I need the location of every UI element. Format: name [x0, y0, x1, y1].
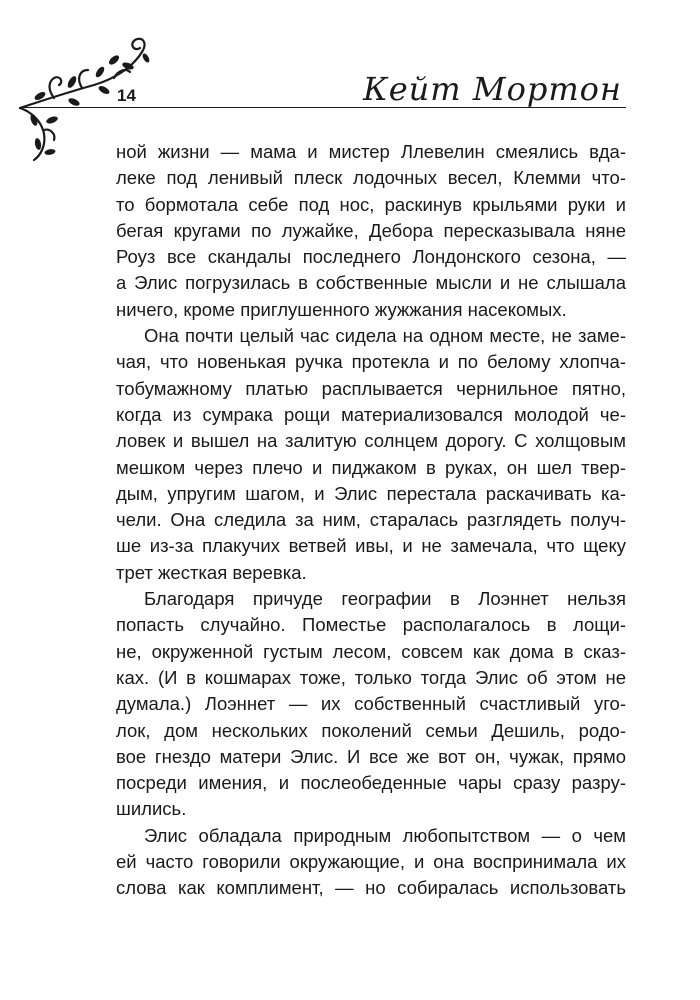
text-line: шились.: [116, 798, 187, 820]
text-line: ной жизни — мама и мистер Ллевелин смеялись вда-: [116, 141, 626, 162]
text-line: бегая кругами по лужайке, Дебора пересказывала няне: [116, 219, 626, 241]
text-line: тобумажному платью расплывается чернильное пятно,: [116, 377, 626, 399]
text-line: а Элис погрузилась в собственные мысли и не слышала: [116, 272, 626, 294]
paragraph: [116, 139, 626, 323]
text-line: думала.) Лоэннет — их собственный счастливый уго-: [116, 693, 626, 715]
text-line: лок, дом нескольких поколений семьи Дешиль, родо-: [116, 719, 626, 741]
text-line: ничего, кроме приглушенного жужжания насекомых.: [116, 298, 567, 320]
text-line: попасть случайно. Поместье располагалось в лощи-: [116, 614, 626, 636]
paragraph: [116, 323, 626, 586]
text-line: ей часто говорили окружающие, и она воспринимала их: [116, 851, 626, 873]
text-line: трет жесткая веревка.: [116, 561, 307, 583]
text-line: леке под ленивый плеск лодочных весел, Клемми что-: [116, 167, 626, 189]
body-text: [116, 139, 626, 902]
page-number: 14: [117, 86, 136, 105]
text-line: Благодаря причуде географии в Лоэннет нельзя: [144, 588, 626, 610]
text-line: Роуз все скандалы последнего Лондонского сезона, —: [116, 246, 626, 268]
text-line: слова как комплимент, — но собиралась использовать: [116, 877, 626, 899]
text-line: чая, что новенькая ручка протекла и по белому хлопча-: [116, 351, 626, 373]
paragraph: [116, 586, 626, 823]
text-line: то бормотала себе под нос, раскинув крыльями руки и: [116, 193, 626, 215]
text-line: вое гнездо матери Элис. И все же вот он, чужак, прямо: [116, 745, 626, 767]
text-line: мешком через плечо и пиджаком в руках, он шел твер-: [116, 456, 626, 478]
running-head-author: Кейт Мортон: [362, 70, 622, 108]
text-line: чели. Она следила за ним, старалась разглядеть получ-: [116, 509, 626, 531]
text-line: когда из сумрака рощи материализовался молодой че-: [116, 403, 626, 425]
text-line: ше из-за плакучих ветвей ивы, и не замечала, что щеку: [116, 535, 626, 557]
text-line: дым, упругим шагом, и Элис перестала раскачивать ка-: [116, 482, 626, 504]
text-line: посреди имения, и послеобеденные чары сразу разру-: [116, 772, 626, 794]
paragraph: [116, 823, 626, 902]
text-line: ках. (И в кошмарах тоже, только тогда Элис об этом не: [116, 666, 626, 688]
text-line: Элис обладала природным любопытством — о чем: [144, 824, 626, 846]
text-line: Она почти целый час сидела на одном месте, не заме-: [144, 325, 626, 347]
text-line: не, окруженной густым лесом, совсем как дома в сказ-: [116, 640, 626, 662]
text-line: ловек и вышел на залитую солнцем дорогу. С холщовым: [116, 430, 626, 452]
